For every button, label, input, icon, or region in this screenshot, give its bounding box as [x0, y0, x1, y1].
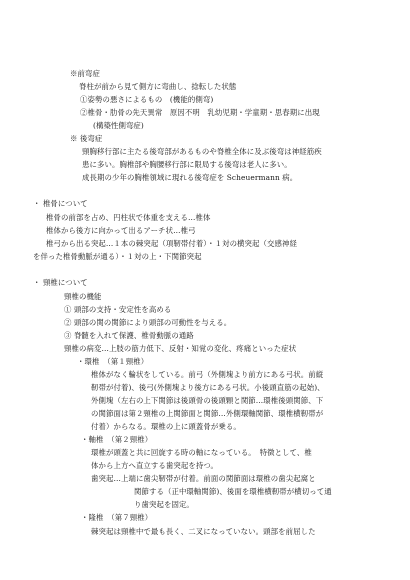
- list-item: ①姿勢の悪さによるもの (機能的側弯): [80, 95, 214, 104]
- text-line: の関節面は第２頸椎の上関節面と関節…外側環軸関節、環椎横靭帯が: [91, 409, 324, 418]
- subheading-atlas: ・環椎 （第１頸椎）: [77, 357, 149, 366]
- text-line: 頸胸移行部に主たる後弯部があるものや脊椎全体に及ぶ後弯は神経筋疾: [82, 147, 322, 156]
- subheading: 頸椎の機能: [64, 292, 102, 301]
- text-line: を伴った椎骨動脈が通る）・１対の上・下関節突起: [33, 252, 202, 261]
- subheading-axis: ・軸椎 （第２頸椎）: [81, 435, 153, 444]
- text-line: 脊柱が前から見て側方に弯曲し、捻転した状態: [79, 82, 237, 91]
- text-line: 棘突起は頸椎中で最も長く、二叉になっていない。頭部を前屈した: [91, 527, 316, 536]
- list-item: ③ 脊髄を入れて保護、椎骨動脈の通路: [64, 331, 194, 340]
- text-line: 椎弓から出る突起…１本の棘突起（項靭帯付着）・１対の横突起（交感神経: [46, 239, 297, 248]
- text-line: 頸椎の病変…上肢の筋力低下、反射・知覚の変化、疼痛といった症状: [64, 344, 297, 353]
- list-item: ② 頭部の関の関節により頭部の可動性を与える。: [64, 318, 232, 327]
- text-line: 患に多い。胸椎部や胸腰移行部に限局する後弯は老人に多い。: [82, 160, 292, 169]
- text-line: 椎体がなく輪状をしている。前弓（外側塊より前方にある弓状。前縦: [91, 370, 324, 379]
- subheading-prominens: ・隆椎 （第７頸椎）: [81, 513, 153, 522]
- list-item: ②椎骨・肋骨の先天異常 原因不明 乳幼児期・学童期・思春期に出現: [80, 108, 320, 117]
- text-line: り歯突起を固定。: [134, 500, 194, 509]
- text-line: 外側塊（左右の上下関節は後頭骨の後頭顆と関節…環椎後頭関節、下: [91, 396, 324, 405]
- text-line: (構築性側弯症): [93, 121, 144, 130]
- text-line: 椎体から後方に向かって出るアーチ状…椎弓: [46, 226, 196, 235]
- section-heading-vertebrae: ・ 椎骨について: [33, 199, 88, 208]
- heading-kyphosis: ※ 後弯症: [70, 134, 103, 143]
- text-line: 歯突起…上端に歯尖靭帯が付着。前面の関節面は環椎の歯尖起窩と: [91, 474, 316, 483]
- text-line: 成長期の少年の胸椎領域に現れる後弯症を Scheuermann 病。: [82, 173, 298, 182]
- text-line: 椎骨の前部を占め、円柱状で体重を支える…椎体: [46, 213, 211, 222]
- list-item: ① 頭部の支持・安定性を高める: [64, 305, 172, 314]
- text-line: 体から上方へ直立する歯突起を持つ。: [91, 461, 219, 470]
- text-line: 靭帯が付着)、後弓(外側塊より後方にある弓状。小後頭直筋の起始)、: [91, 383, 325, 392]
- text-line: 環椎が頭蓋と共に回旋する時の軸になっている。 特徴として、椎: [91, 448, 312, 457]
- text-line: 関節する（正中環軸関節)、後面を環椎横靭帯が横切って通: [134, 487, 332, 496]
- section-heading-cervical: ・ 頸椎について: [33, 278, 88, 287]
- text-line: 付着）からなる。環椎の上に頭蓋骨が乗る。: [91, 422, 241, 431]
- heading-kyphosis-note: ※前弯症: [70, 69, 100, 78]
